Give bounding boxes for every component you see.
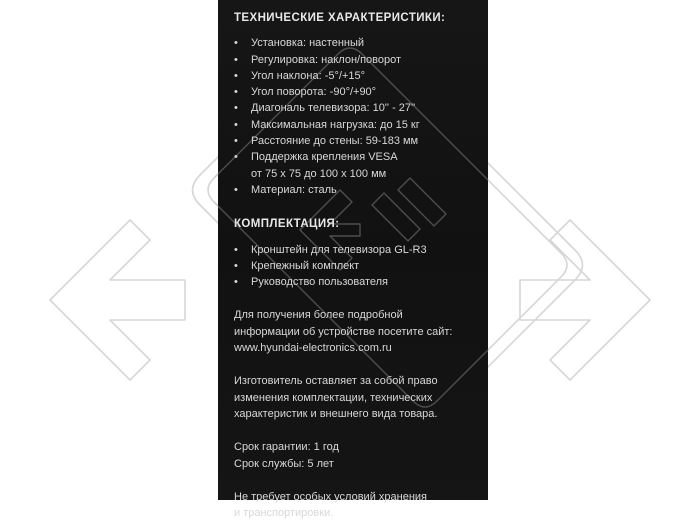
info-line-2: информации об устройстве посетите сайт: xyxy=(234,325,453,338)
manufacturer-line-1: Изготовитель оставляет за собой право xyxy=(234,375,438,388)
vesa-line-2: от 75 х 75 до 100 х 100 мм xyxy=(251,167,387,180)
package-heading: КОМПЛЕКТАЦИЯ: xyxy=(234,218,340,231)
storage-line-2: и транспортировки. xyxy=(234,507,334,520)
spec-item-mount: • Установка: настенный xyxy=(234,35,480,51)
manufacturer-line-3: характеристик и внешнего вида товара. xyxy=(234,407,438,420)
warranty-line: Срок гарантии: 1 год xyxy=(234,441,339,454)
spec-item-vesa xyxy=(234,149,480,182)
spec-item-swivel: • Угол поворота: -90°/+90° xyxy=(234,84,480,100)
spec-item-material: • Материал: сталь xyxy=(234,182,480,198)
spec-item-tilt: • Угол наклона: -5°/+15° xyxy=(234,68,480,84)
specs-list xyxy=(234,35,480,198)
service-life-line: Срок службы: 5 лет xyxy=(234,457,334,470)
website-url: www.hyundai-electronics.com.ru xyxy=(234,342,392,355)
manufacturer-paragraph xyxy=(234,373,480,422)
vesa-line-1: • Поддержка крепления VESA xyxy=(251,151,398,164)
manufacturer-line-2: изменения комплектации, технических xyxy=(234,391,433,404)
package-item-hardware: • Крепежный комплект xyxy=(234,258,480,274)
spec-item-distance: • Расстояние до стены: 59-183 мм xyxy=(234,133,480,149)
spec-panel xyxy=(218,0,488,520)
package-item-manual: • Руководство пользователя xyxy=(234,274,480,290)
spec-item-load: • Максимальная нагрузка: до 15 кг xyxy=(234,117,480,133)
storage-line-1: Не требует особых условий хранения xyxy=(234,490,427,503)
info-line-1: Для получения более подробной xyxy=(234,309,403,322)
specs-heading: ТЕХНИЧЕСКИЕ ХАРАКТЕРИСТИКИ: xyxy=(234,12,446,24)
package-list xyxy=(234,242,480,291)
storage-paragraph xyxy=(234,489,480,521)
package-item-bracket: • Кронштейн для телевизора GL-R3 xyxy=(234,242,480,258)
spec-item-diagonal: • Диагональ телевизора: 10'' - 27'' xyxy=(234,100,480,116)
spec-item-adjust: • Регулировка: наклон/поворот xyxy=(234,52,480,68)
info-paragraph xyxy=(234,307,480,356)
warranty-paragraph xyxy=(234,439,480,472)
